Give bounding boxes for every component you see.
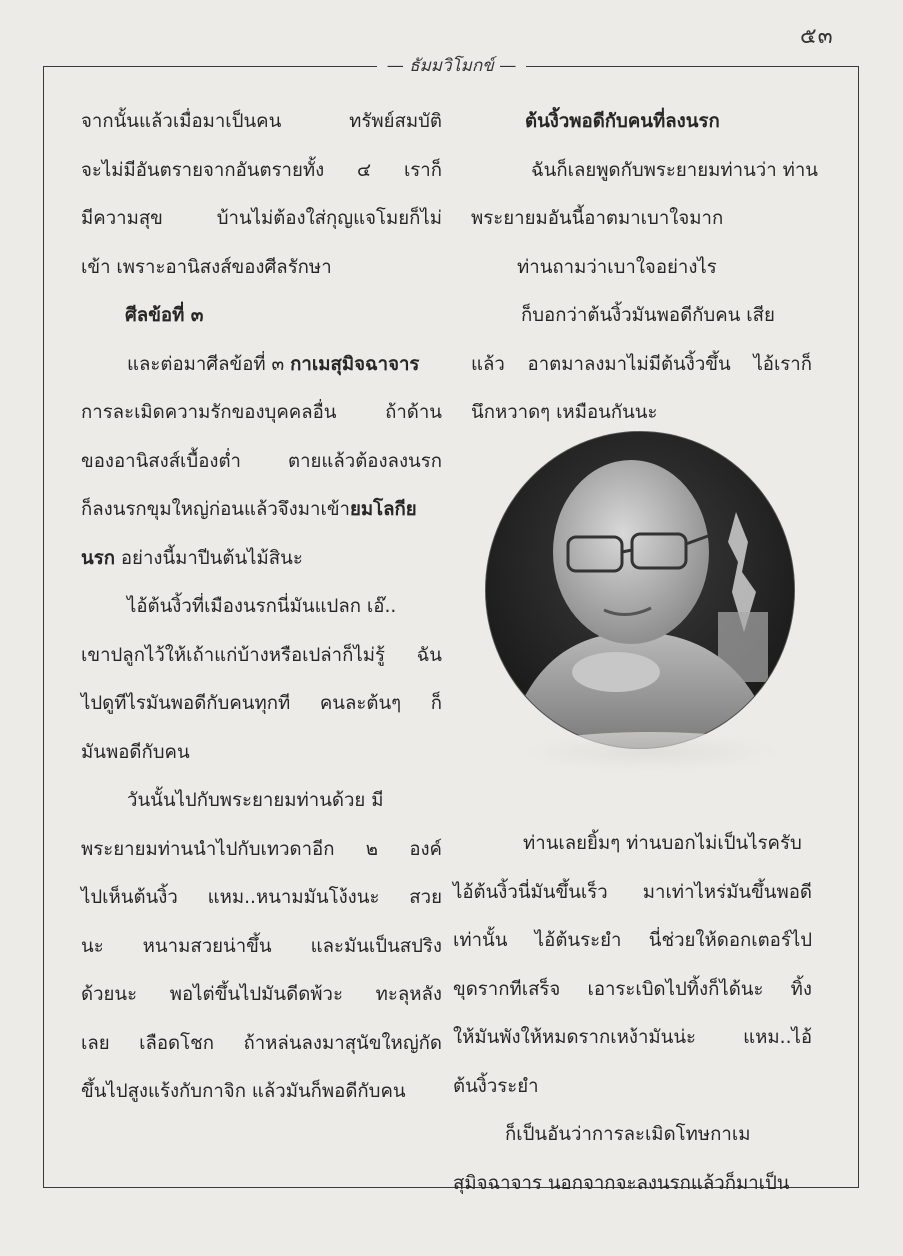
paragraph-text: อย่างนี้มาปีนต้นไม้สินะ xyxy=(114,547,303,569)
portrait-photo xyxy=(486,432,794,748)
right-column-lower xyxy=(453,820,812,1208)
running-header xyxy=(0,52,903,79)
section-heading: ศีลข้อที่ ๓ xyxy=(125,305,204,326)
text-line: แล้ว อาตมาลงมาไม่มีต้นงิ้วขึ้น ไอ้เราก็ xyxy=(471,353,812,375)
text-line: นะ หนามสวยน่าขึ้น และมันเป็นสปริง xyxy=(81,935,442,957)
text-line: ไอ้ต้นงิ้วที่เมืองนรกนี่มันแปลก เอ๊.. xyxy=(127,596,397,617)
page-number: ๕๓ xyxy=(800,24,834,49)
text-line: ให้มันพังให้หมดรากเหง้ามันน่ะ แหม..ไอ้ xyxy=(453,1027,812,1048)
text-line xyxy=(81,341,442,390)
right-column xyxy=(471,98,818,438)
text-line: เขาปลูกไว้ให้เถ้าแก่บ้างหรือเปล่าก็ไม่รู้ ฉัน xyxy=(81,644,442,666)
text-line: มีความสุข บ้านไม่ต้องใส่กุญแจโมยก็ไม่ xyxy=(81,208,442,229)
text-line: ท่านเลยยิ้มๆ ท่านบอกไม่เป็นไรครับ xyxy=(523,833,802,854)
text-line: จากนั้นแล้วเมื่อมาเป็นคน ทรัพย์สมบัติ xyxy=(81,111,442,132)
text-line: เท่านั้น ไอ้ต้นระยำ นี่ช่วยให้ดอกเตอร์ไป xyxy=(453,930,812,951)
portrait-illustration xyxy=(486,432,794,748)
text-line: ฉันก็เลยพูดกับพระยายมท่านว่า ท่าน xyxy=(531,159,818,181)
right-heading: ต้นงิ้วพอดีกับคนที่ลงนรก xyxy=(525,111,720,132)
text-line: ขึ้นไปสูงแร้งกับกาจิก แล้วมันก็พอดีกับคน xyxy=(81,1081,406,1102)
text-line: ขุดรากทีเสร็จ เอาระเบิดไปทิ้งก็ได้นะ ทิ้ง xyxy=(453,978,812,1000)
text-line: จะไม่มีอันตรายจากอันตรายทั้ง ๔ เราก็ xyxy=(81,159,442,181)
text-line xyxy=(81,535,442,584)
text-line: ท่านถามว่าเบาใจอย่างไร xyxy=(517,256,717,278)
text-line: ไอ้ต้นงิ้วนี่มันขึ้นเร็ว มาเท่าไหร่มันขึ้นพอดี xyxy=(453,881,812,903)
header-title: — ธัมมวิโมกข์ — xyxy=(377,56,526,76)
text-line xyxy=(81,486,442,535)
text-line: ก็เป็นอันว่าการละเมิดโทษกาเม xyxy=(505,1124,751,1145)
text-line: มันพอดีกับคน xyxy=(81,741,190,763)
text-line: ต้นงิ้วระยำ xyxy=(453,1075,539,1097)
bold-term: ยมโลกีย xyxy=(349,499,417,520)
text-line: สุมิจฉาจาร นอกจากจะลงนรกแล้วก็มาเป็น xyxy=(453,1172,790,1194)
paragraph-text: ก็ลงนรกขุมใหญ่ก่อนแล้วจึงมาเข้า xyxy=(81,499,350,520)
text-line: เลย เลือดโชก ถ้าหล่นลงมาสุนัขใหญ่กัด xyxy=(81,1032,442,1054)
text-line: การละเมิดความรักของบุคคลอื่น ถ้าด้าน xyxy=(81,402,442,423)
text-line: พระยายมท่านนำไปกับเทวดาอีก ๒ องค์ xyxy=(81,838,442,860)
photo-shadow xyxy=(520,732,780,772)
text-line: เข้า เพราะอานิสงส์ของศีลรักษา xyxy=(81,256,332,278)
text-line: ก็บอกว่าต้นงิ้วมันพอดีกับคน เสีย xyxy=(521,305,775,326)
bold-term: กาเมสุมิจฉาจาร xyxy=(290,353,420,375)
text-line: พระยายมอันนี้อาตมาเบาใจมาก xyxy=(471,208,724,229)
text-line: ไปดูทีไรมันพอดีกับคนทุกที คนละต้นๆ ก็ xyxy=(81,693,442,714)
text-line: ด้วยนะ พอไต่ขึ้นไปมันดีดพ้วะ ทะลุหลัง xyxy=(81,984,442,1005)
bold-term: นรก xyxy=(81,547,115,569)
text-line: วันนั้นไปกับพระยายมท่านด้วย มี xyxy=(127,790,384,811)
text-line: ไปเห็นต้นงิ้ว แหม..หนามมันโง้งนะ สวย xyxy=(81,887,442,908)
text-line: นึกหวาดๆ เหมือนกันนะ xyxy=(471,402,658,423)
paragraph-lead: และต่อมาศีลข้อที่ ๓ xyxy=(127,353,291,375)
left-column xyxy=(81,98,442,1117)
text-line: ของอานิสงส์เบื้องต่ำ ตายแล้วต้องลงนรก xyxy=(81,450,442,472)
